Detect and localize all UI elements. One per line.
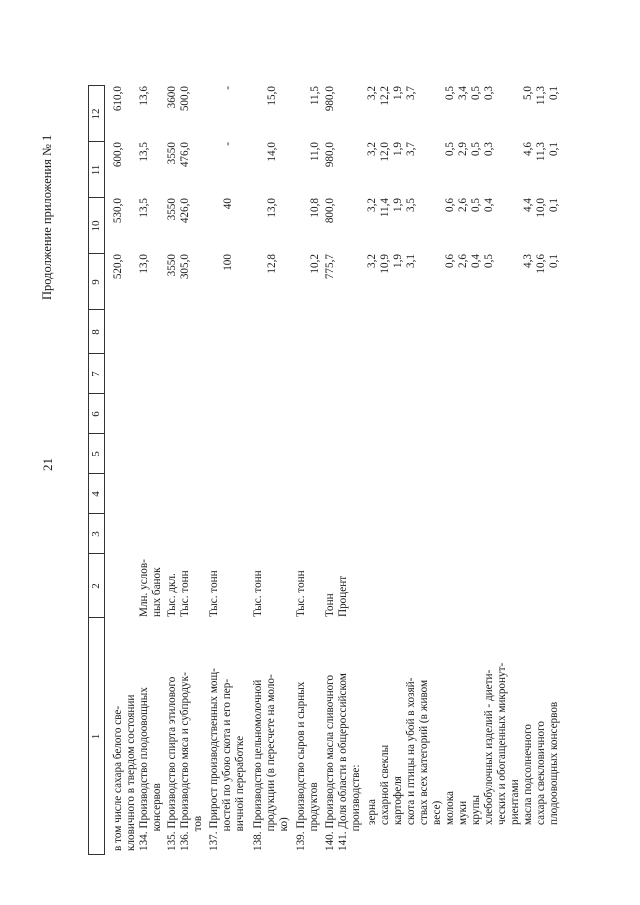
share-cell: 11,3: [535, 86, 547, 106]
share-item: масла подсолнечного: [522, 723, 534, 825]
share-cell: 0,5: [444, 86, 456, 100]
share-item: молока: [444, 791, 456, 825]
share-cell: 4,6: [522, 142, 534, 156]
column-header-5: 5: [90, 451, 102, 457]
table-body: [110, 85, 590, 855]
share-cell: 0,5: [470, 142, 482, 156]
share-cell: 0,6: [444, 198, 456, 212]
continuation-title: Продолжение приложения № 1: [40, 134, 54, 300]
column-header-6: 6: [90, 411, 102, 417]
share-cell: 0,1: [548, 254, 560, 268]
table-row-label: 134. Производство плодоовощных консервов: [138, 687, 163, 851]
column-header-11: 11: [90, 164, 102, 176]
share-cell: 1,9: [392, 198, 404, 212]
cell-col12: 980,0: [324, 86, 336, 112]
share-cell: 3,7: [405, 142, 417, 156]
cell-col10: 3550: [166, 198, 178, 221]
column-header-7: 7: [90, 371, 102, 377]
share-cell: 0,4: [483, 198, 495, 212]
cell-col9: 520,0: [112, 254, 124, 280]
share-cell: 10,9: [379, 254, 391, 274]
share-cell: 10,6: [535, 254, 547, 274]
cell-col12: 3600: [166, 86, 178, 109]
share-item: картофеля: [392, 776, 404, 825]
table-row-unit: Тыс. дкл.: [166, 573, 178, 617]
share-cell: 12,0: [379, 142, 391, 162]
table-row-label: 135. Производство спирта этилового: [166, 676, 178, 851]
table-header: [88, 85, 104, 855]
share-cell: 0,1: [548, 198, 560, 212]
share-cell: 4,4: [522, 198, 534, 212]
cell-col10: 40: [222, 198, 234, 210]
share-cell: 0,5: [470, 198, 482, 212]
cell-col9: 100: [222, 254, 234, 271]
share-cell: 12,2: [379, 86, 391, 106]
table-row-label: 141. Доля области в общероссийском производстве:: [337, 673, 362, 851]
share-cell: 0,1: [548, 86, 560, 100]
column-header-12: 12: [90, 108, 102, 120]
share-cell: 11,3: [535, 142, 547, 162]
share-item: скота и птицы на убой в хозяй- ствах всех категорий (в живом весе): [405, 677, 443, 825]
share-cell: 0,1: [548, 142, 560, 156]
table-row-label: 137. Прирост производственных мощ- ностей по убою скота и его пер- вичной переработке: [208, 668, 246, 851]
cell-col11: 11,0: [309, 142, 321, 162]
share-cell: 0,5: [483, 254, 495, 268]
cell-col10: 800,0: [324, 198, 336, 224]
table-row-label: 136. Производство мяса и субпродук- тов: [179, 672, 204, 851]
cell-col10: 426,0: [179, 198, 191, 224]
share-cell: 2,6: [457, 254, 469, 268]
share-cell: 1,9: [392, 86, 404, 100]
share-cell: 0,5: [470, 86, 482, 100]
column-header-10: 10: [90, 220, 102, 232]
share-cell: 3,2: [366, 86, 378, 100]
share-cell: 3,5: [405, 198, 417, 212]
cell-col12: 13,6: [138, 86, 150, 106]
table-row-label: 138. Производство цельномолочной продукции (в пересчете на моло- ко): [252, 674, 290, 851]
share-cell: 0,5: [444, 142, 456, 156]
column-header-4: 4: [90, 491, 102, 497]
cell-col11: 13,5: [138, 142, 150, 162]
table-row-unit: Тыс. тонн: [252, 570, 264, 617]
share-cell: 0,3: [483, 142, 495, 156]
share-item: хлебобулочных изделий - диети- ческих и обогащенных микронут- риентами: [483, 662, 521, 825]
table-row-unit: Тыс. тонн: [208, 570, 220, 617]
column-header-2: 2: [90, 583, 102, 589]
cell-col10: 530,0: [112, 198, 124, 224]
share-item: плодоовощных консервов: [548, 701, 560, 825]
table-row-unit: Процент: [337, 575, 349, 617]
share-cell: 0,4: [470, 254, 482, 268]
table-row-unit: Тыс. тонн: [295, 570, 307, 617]
cell-col9: 13,0: [138, 254, 150, 274]
cell-col9: 3550: [166, 254, 178, 277]
share-cell: 4,3: [522, 254, 534, 268]
share-cell: 3,4: [457, 86, 469, 100]
page-number: 21: [40, 458, 55, 471]
cell-col11: 14,0: [266, 142, 278, 162]
cell-col11: 3550: [166, 142, 178, 165]
share-cell: 3,1: [405, 254, 417, 268]
share-cell: 1,9: [392, 142, 404, 156]
share-cell: 3,2: [366, 198, 378, 212]
cell-col9: 12,8: [266, 254, 278, 274]
cell-col10: 13,0: [266, 198, 278, 218]
share-cell: 11,4: [379, 198, 391, 218]
share-cell: 2,9: [457, 142, 469, 156]
share-cell: 1,9: [392, 254, 404, 268]
share-cell: 0,6: [444, 254, 456, 268]
column-header-8: 8: [90, 329, 102, 335]
cell-col10: 10,8: [309, 198, 321, 218]
table-row-unit: Тонн: [324, 593, 336, 617]
cell-col9: 775,7: [324, 254, 336, 280]
cell-col12: 15,0: [266, 86, 278, 106]
cell-col12: 500,0: [179, 86, 191, 112]
share-item: сахара свекловичного: [535, 721, 547, 825]
share-cell: 3,7: [405, 86, 417, 100]
cell-col12: -: [222, 86, 234, 90]
cell-col12: 11,5: [309, 86, 321, 106]
cell-col11: 980,0: [324, 142, 336, 168]
table-row-unit: Млн. услов- ных банок: [138, 559, 163, 617]
share-cell: 5,0: [522, 86, 534, 100]
column-header-9: 9: [90, 279, 102, 285]
cell-col11: 476,0: [179, 142, 191, 168]
table-row-unit: Тыс. тонн: [179, 570, 191, 617]
share-item: муки: [457, 800, 469, 825]
cell-col11: -: [222, 142, 234, 146]
share-item: зерна: [366, 799, 378, 825]
column-header-3: 3: [90, 531, 102, 537]
share-item: крупы: [470, 795, 482, 825]
table-row-label: 140. Производство масла сливочного: [324, 674, 336, 851]
table-row-label: 139. Производство сыров и сырных продуктов: [295, 681, 320, 851]
cell-col12: 610,0: [112, 86, 124, 112]
cell-col9: 10,2: [309, 254, 321, 274]
share-cell: 10,0: [535, 198, 547, 218]
share-cell: 0,3: [483, 86, 495, 100]
rotated-table-sheet: [40, 55, 600, 855]
cell-col11: 600,0: [112, 142, 124, 168]
share-cell: 3,2: [366, 254, 378, 268]
share-item: сахарной свеклы: [379, 744, 391, 825]
cell-col10: 13,5: [138, 198, 150, 218]
column-header-1: 1: [90, 733, 102, 740]
share-cell: 3,2: [366, 142, 378, 156]
table-row-label: в том числе сахара белого све- кловичного в твердом состоянии: [112, 694, 137, 851]
cell-col9: 305,0: [179, 254, 191, 280]
share-cell: 2,6: [457, 198, 469, 212]
